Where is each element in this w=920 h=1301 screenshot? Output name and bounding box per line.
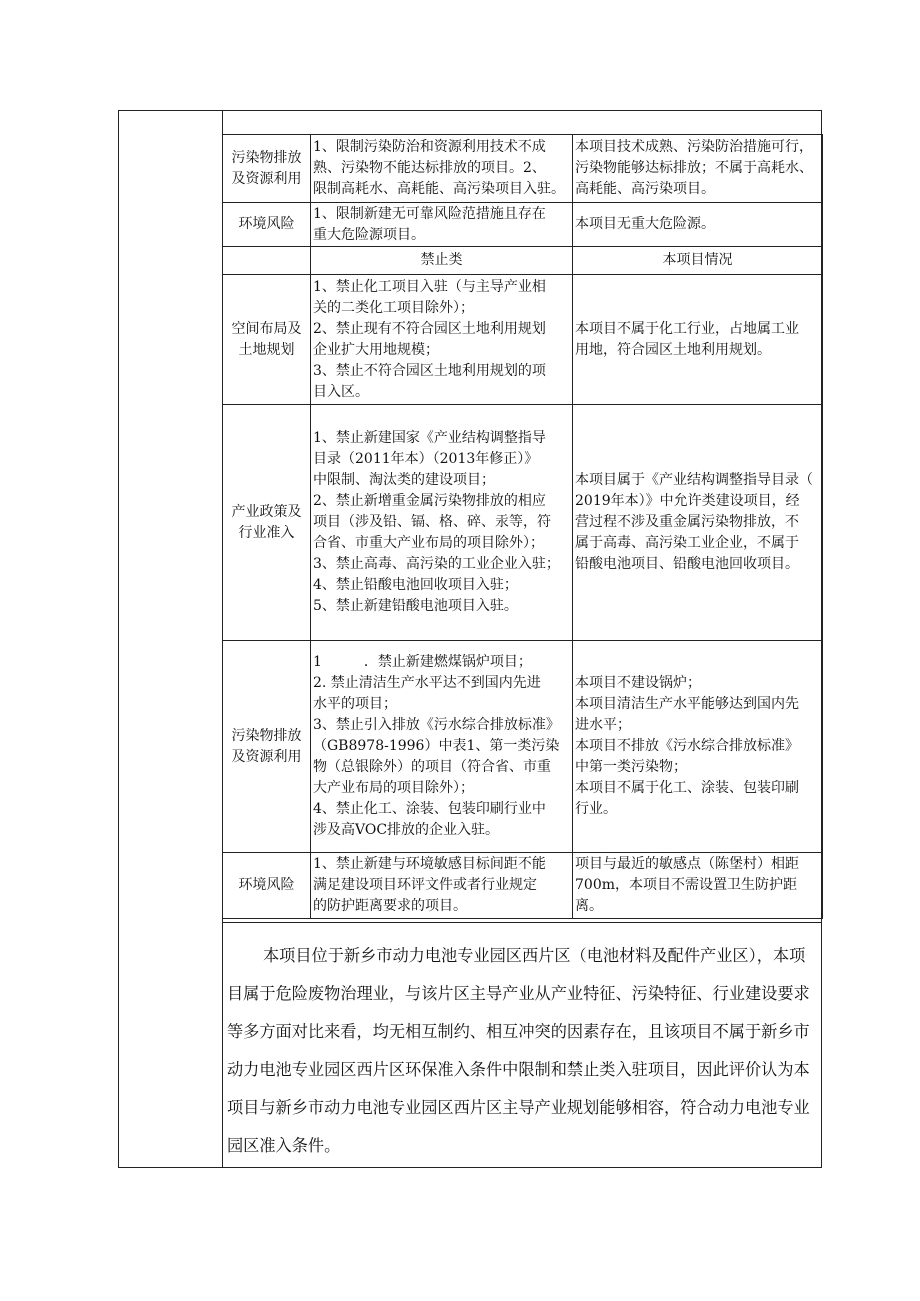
header-category bbox=[223, 247, 311, 275]
category-cell: 环境风险 bbox=[223, 853, 311, 919]
situation-cell-line: 营过程不涉及重金属污染物排放，不 bbox=[575, 514, 799, 530]
requirement-cell-line: （GB8978-1996）中表1、第一类污染 bbox=[313, 738, 560, 754]
situation-cell-line: 本项目不排放《污水综合排放标准》 bbox=[575, 738, 799, 754]
requirement-cell-line: 3、禁止引入排放《污水综合排放标准》 bbox=[313, 717, 560, 733]
table-row bbox=[223, 641, 823, 853]
category-cell: 污染物排放及资源利用 bbox=[223, 135, 311, 203]
table-row bbox=[223, 135, 823, 203]
situation-cell-line: 中第一类污染物； bbox=[575, 759, 687, 775]
requirement-cell-line: 1、禁止新建与环境敏感目标间距不能 bbox=[313, 856, 546, 872]
situation-cell-line: 本项目技术成熟、污染防治措施可行， bbox=[575, 139, 813, 155]
requirement-cell-line: 目入区。 bbox=[313, 383, 369, 400]
requirement-cell-line: 3、禁止不符合园区土地利用规划的项 bbox=[313, 362, 546, 379]
situation-cell-line: 铅酸电池项目、铅酸电池回收项目。 bbox=[575, 556, 799, 572]
situation-cell-line: 离。 bbox=[575, 898, 603, 914]
requirement-cell-line: 1、禁止化工项目入驻（与主导产业相 bbox=[313, 278, 546, 295]
requirement-cell-line: 物（总银除外）的项目（符合省、市重 bbox=[313, 759, 551, 775]
requirement-cell-line: 大产业布局的项目除外）； bbox=[313, 780, 474, 796]
outer-left-column bbox=[118, 110, 223, 1168]
requirement-cell-line: 项目（涉及铅、镉、格、碎、汞等，符 bbox=[313, 514, 551, 530]
situation-cell-line: 本项目无重大危险源。 bbox=[575, 216, 715, 232]
situation-cell-line: 用地，符合园区土地利用规划。 bbox=[575, 341, 771, 358]
requirement-cell-line: 涉及高VOC排放的企业入驻。 bbox=[313, 822, 500, 838]
requirement-cell bbox=[311, 275, 573, 405]
situation-cell bbox=[573, 275, 823, 405]
requirement-cell-line: 企业扩大用地规模； bbox=[313, 341, 439, 358]
requirement-cell-line: 4、禁止化工、涂装、包装印刷行业中 bbox=[313, 801, 546, 817]
situation-cell bbox=[573, 203, 823, 247]
requirement-cell-line: 3、禁止高毒、高污染的工业企业入驻； bbox=[313, 556, 560, 572]
situation-cell-line: 本项目不属于化工、涂装、包装印刷 bbox=[575, 780, 799, 796]
situation-cell-line: 行业。 bbox=[575, 801, 617, 817]
summary-section bbox=[223, 922, 821, 1168]
situation-cell-line: 污染物能够达标排放；不属于高耗水、 bbox=[575, 160, 813, 176]
requirement-cell-line: 目录（2011年本）（2013年修正）》 bbox=[313, 451, 539, 467]
admission-conditions-table bbox=[222, 134, 823, 919]
requirement-cell-line: 水平的项目； bbox=[313, 696, 397, 712]
situation-cell-line: 700m，本项目不需设置卫生防护距 bbox=[575, 877, 797, 893]
situation-cell-line: 属于高毒、高污染工业企业，不属于 bbox=[575, 535, 799, 551]
situation-cell-line: 进水平； bbox=[575, 717, 631, 733]
requirement-cell-line: 满足建设项目环评文件或者行业规定 bbox=[313, 877, 537, 893]
category-cell: 空间布局及土地规划 bbox=[223, 275, 311, 405]
requirement-cell-line: 5、禁止新建铅酸电池项目入驻。 bbox=[313, 598, 518, 614]
requirement-cell-line: 2、禁止新增重金属污染物排放的相应 bbox=[313, 493, 546, 509]
category-cell: 产业政策及行业准入 bbox=[223, 405, 311, 641]
situation-cell-line: 项目与最近的敏感点（陈堡村）相距 bbox=[575, 856, 799, 872]
situation-cell-line: 本项目不属于化工行业，占地属工业 bbox=[575, 320, 799, 337]
situation-cell-line: 本项目不建设锅炉； bbox=[575, 675, 701, 691]
situation-cell-line: 2019年本）》中允许类建设项目，经 bbox=[575, 493, 800, 509]
situation-cell-line: 本项目清洁生产水平能够达到国内先 bbox=[575, 696, 799, 712]
requirement-cell-line: 限制高耗水、高耗能、高污染项目入驻。 bbox=[313, 181, 565, 197]
category-cell: 污染物排放及资源利用 bbox=[223, 641, 311, 853]
situation-cell-line: 高耗能、高污染项目。 bbox=[575, 181, 715, 197]
table-header-row bbox=[223, 247, 823, 275]
situation-cell bbox=[573, 405, 823, 641]
situation-cell bbox=[573, 641, 823, 853]
situation-cell-line: 本项目属于《产业结构调整指导目录（ bbox=[575, 472, 813, 488]
requirement-cell-line: 1、限制污染防治和资源利用技术不成 bbox=[313, 139, 546, 155]
requirement-cell-line: 合省、市重大产业布局的项目除外）； bbox=[313, 535, 544, 551]
requirement-cell-line: 1、禁止新建国家《产业结构调整指导 bbox=[313, 430, 546, 446]
requirement-cell bbox=[311, 135, 573, 203]
table-row bbox=[223, 405, 823, 641]
requirement-cell-line: 中限制、淘汰类的建设项目； bbox=[313, 472, 495, 488]
requirement-cell bbox=[311, 405, 573, 641]
table-row bbox=[223, 853, 823, 919]
requirement-cell-line: 1、限制新建无可靠风险范措施且存在 bbox=[313, 205, 546, 222]
summary-paragraph: 本项目位于新乡市动力电池专业园区西片区（电池材料及配件产业区），本项目属于危险废物治理业，与该片区主导产业从产业特征、污染特征、行业建设要求等多方面对比来看，均无相互制约、相互冲突的因素存在，且该项目不属于新乡市动力电池专业园区西片区环保准入条件中限制和禁止类入驻项目，因此评价认为本项目与新乡市动力电池专业园区西片区主导产业规划能够相容，符合动力电池专业园区准入条件。 bbox=[227, 946, 810, 1155]
requirement-cell-line: 重大危险源项目。 bbox=[313, 226, 425, 243]
requirement-cell-line: 2、禁止现有不符合园区土地利用规划 bbox=[313, 320, 546, 337]
requirement-cell-line: 的防护距离要求的项目。 bbox=[313, 898, 467, 914]
requirement-cell-line: 熟、污染物不能达标排放的项目。2、 bbox=[313, 160, 546, 176]
requirement-cell-line: 2. 禁止清洁生产水平达不到国内先进 bbox=[313, 675, 541, 691]
header-project-situation: 本项目情况 bbox=[573, 247, 823, 275]
situation-cell bbox=[573, 135, 823, 203]
table-row bbox=[223, 203, 823, 247]
category-cell: 环境风险 bbox=[223, 203, 311, 247]
requirement-cell bbox=[311, 641, 573, 853]
header-prohibited: 禁止类 bbox=[311, 247, 573, 275]
requirement-cell bbox=[311, 203, 573, 247]
requirement-cell-line: 1 ．禁止新建燃煤锅炉项目； bbox=[313, 654, 532, 670]
table-row bbox=[223, 275, 823, 405]
requirement-cell-line: 4、禁止铅酸电池回收项目入驻； bbox=[313, 577, 518, 593]
situation-cell bbox=[573, 853, 823, 919]
requirement-cell bbox=[311, 853, 573, 919]
requirement-cell-line: 关的二类化工项目除外）； bbox=[313, 299, 474, 316]
